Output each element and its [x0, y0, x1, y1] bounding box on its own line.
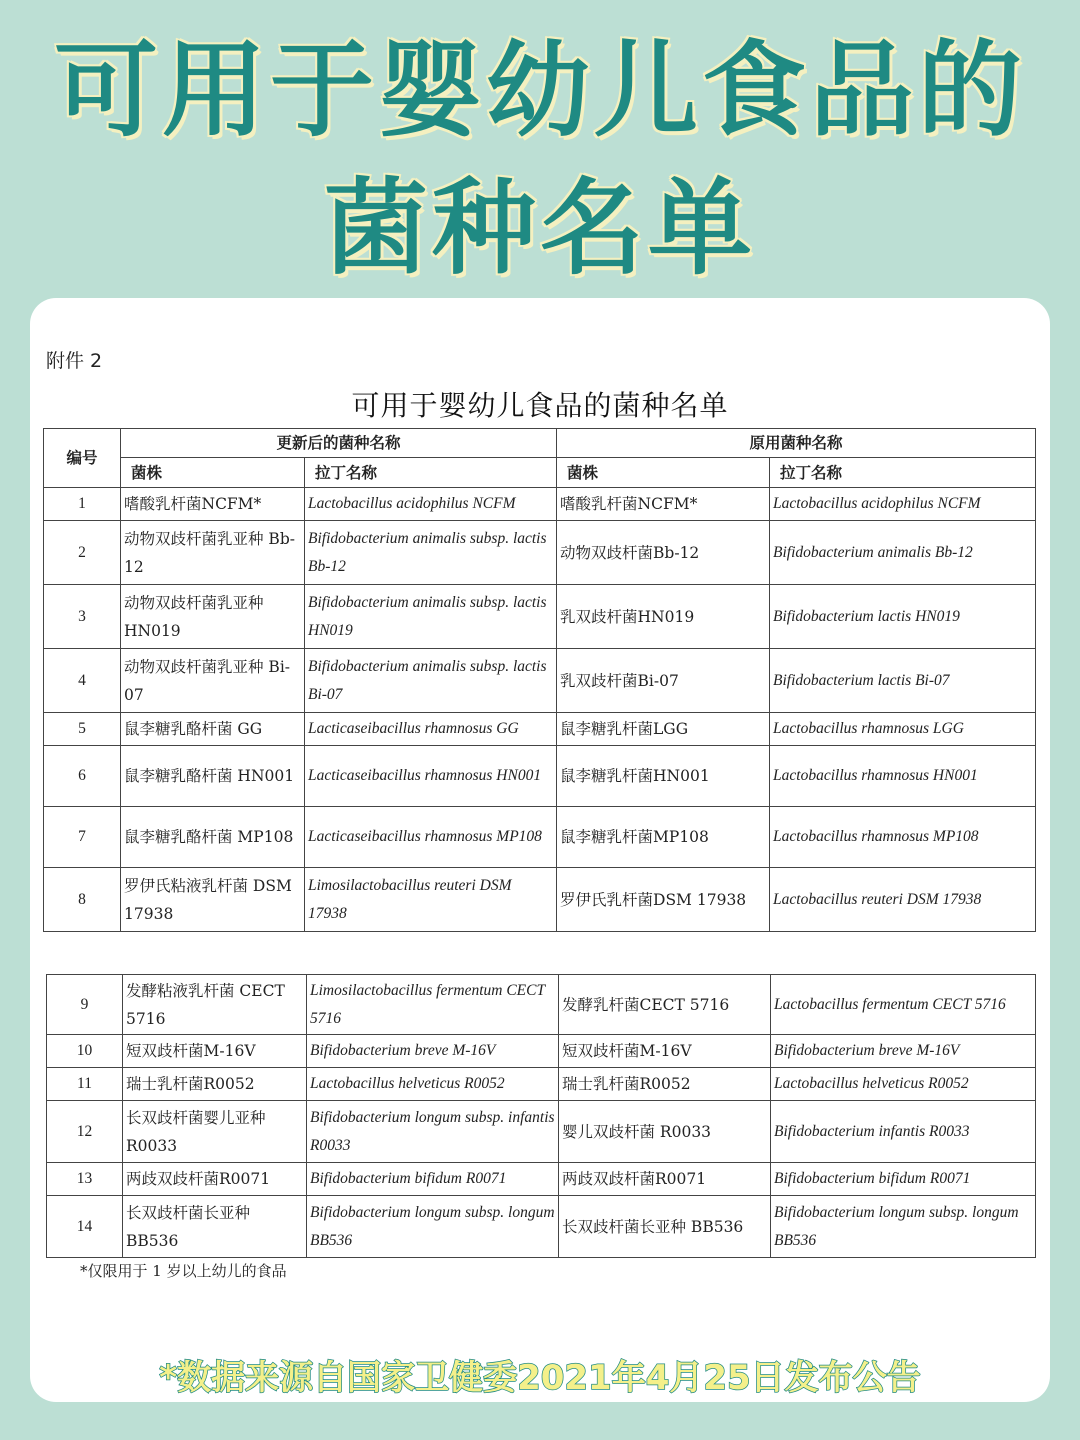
header-updated-group: 更新后的菌种名称 [121, 429, 557, 458]
row-number: 4 [44, 649, 121, 713]
new-latin-name: Bifidobacterium longum subsp. longum BB536 [307, 1196, 559, 1258]
old-latin-name: Bifidobacterium lactis Bi-07 [770, 649, 1036, 713]
strain-table-part-1 [43, 428, 1036, 932]
new-latin-name: Bifidobacterium animalis subsp. lactis Bb-12 [305, 521, 557, 585]
new-latin-name: Lactobacillus acidophilus NCFM [305, 488, 557, 521]
new-strain-name: 罗伊氏粘液乳杆菌 DSM 17938 [121, 868, 305, 932]
old-strain-name: 鼠李糖乳杆菌LGG [557, 713, 770, 746]
table-row [44, 488, 1036, 521]
header-latin-new: 拉丁名称 [305, 458, 557, 488]
row-number: 3 [44, 585, 121, 649]
new-strain-name: 两歧双歧杆菌R0071 [123, 1163, 307, 1196]
new-latin-name: Lacticaseibacillus rhamnosus HN001 [305, 746, 557, 807]
old-latin-name: Bifidobacterium breve M-16V [771, 1035, 1036, 1068]
new-strain-name: 嗜酸乳杆菌NCFM* [121, 488, 305, 521]
old-strain-name: 乳双歧杆菌Bi-07 [557, 649, 770, 713]
table-row [47, 975, 1036, 1035]
row-number: 13 [47, 1163, 123, 1196]
headline-line-1: 可用于婴幼儿食品的 [53, 29, 1026, 151]
new-latin-name: Limosilactobacillus fermentum CECT 5716 [307, 975, 559, 1035]
old-latin-name: Lactobacillus fermentum CECT 5716 [771, 975, 1036, 1035]
old-strain-name: 婴儿双歧杆菌 R0033 [559, 1101, 771, 1163]
table-row [47, 1196, 1036, 1258]
old-latin-name: Lactobacillus rhamnosus MP108 [770, 807, 1036, 868]
new-strain-name: 长双歧杆菌长亚种 BB536 [123, 1196, 307, 1258]
old-strain-name: 鼠李糖乳杆菌MP108 [557, 807, 770, 868]
new-latin-name: Lacticaseibacillus rhamnosus GG [305, 713, 557, 746]
old-strain-name: 动物双歧杆菌Bb-12 [557, 521, 770, 585]
footnote: *仅限用于 1 岁以上幼儿的食品 [80, 1262, 287, 1280]
strain-table-part-2 [46, 974, 1036, 1258]
row-number: 5 [44, 713, 121, 746]
old-latin-name: Lactobacillus rhamnosus HN001 [770, 746, 1036, 807]
document-card [30, 298, 1050, 1402]
attachment-label: 附件 2 [46, 350, 103, 372]
header-number: 编号 [44, 429, 121, 488]
row-number: 11 [47, 1068, 123, 1101]
new-strain-name: 长双歧杆菌婴儿亚种 R0033 [123, 1101, 307, 1163]
source-note: *数据来源自国家卫健委2021年4月25日发布公告 [159, 1358, 921, 1398]
old-latin-name: Lactobacillus acidophilus NCFM [770, 488, 1036, 521]
row-number: 9 [47, 975, 123, 1035]
old-latin-name: Bifidobacterium infantis R0033 [771, 1101, 1036, 1163]
new-strain-name: 动物双歧杆菌乳亚种 Bi-07 [121, 649, 305, 713]
table-row [44, 746, 1036, 807]
old-strain-name: 罗伊氏乳杆菌DSM 17938 [557, 868, 770, 932]
table-row [47, 1101, 1036, 1163]
old-strain-name: 长双歧杆菌长亚种 BB536 [559, 1196, 771, 1258]
table-row [47, 1068, 1036, 1101]
old-strain-name: 两歧双歧杆菌R0071 [559, 1163, 771, 1196]
old-strain-name: 嗜酸乳杆菌NCFM* [557, 488, 770, 521]
row-number: 12 [47, 1101, 123, 1163]
old-strain-name: 短双歧杆菌M-16V [559, 1035, 771, 1068]
header-strain-new: 菌株 [121, 458, 305, 488]
row-number: 8 [44, 868, 121, 932]
new-latin-name: Bifidobacterium animalis subsp. lactis Bi-07 [305, 649, 557, 713]
new-latin-name: Bifidobacterium bifidum R0071 [307, 1163, 559, 1196]
header-latin-old: 拉丁名称 [770, 458, 1036, 488]
old-latin-name: Lactobacillus helveticus R0052 [771, 1068, 1036, 1101]
table-row [44, 807, 1036, 868]
table-row [47, 1035, 1036, 1068]
table-row [47, 1163, 1036, 1196]
header-strain-old: 菌株 [557, 458, 770, 488]
old-strain-name: 鼠李糖乳杆菌HN001 [557, 746, 770, 807]
table-row [44, 713, 1036, 746]
new-strain-name: 瑞士乳杆菌R0052 [123, 1068, 307, 1101]
old-strain-name: 乳双歧杆菌HN019 [557, 585, 770, 649]
new-strain-name: 短双歧杆菌M-16V [123, 1035, 307, 1068]
row-number: 14 [47, 1196, 123, 1258]
table-row [44, 521, 1036, 585]
row-number: 7 [44, 807, 121, 868]
new-latin-name: Limosilactobacillus reuteri DSM 17938 [305, 868, 557, 932]
new-strain-name: 发酵粘液乳杆菌 CECT 5716 [123, 975, 307, 1035]
old-latin-name: Bifidobacterium bifidum R0071 [771, 1163, 1036, 1196]
table-row [44, 649, 1036, 713]
row-number: 2 [44, 521, 121, 585]
old-latin-name: Bifidobacterium lactis HN019 [770, 585, 1036, 649]
document-title: 可用于婴幼儿食品的菌种名单 [351, 389, 729, 422]
old-strain-name: 发酵乳杆菌CECT 5716 [559, 975, 771, 1035]
old-strain-name: 瑞士乳杆菌R0052 [559, 1068, 771, 1101]
new-strain-name: 鼠李糖乳酪杆菌 MP108 [121, 807, 305, 868]
new-strain-name: 动物双歧杆菌乳亚种 Bb-12 [121, 521, 305, 585]
table-row [44, 868, 1036, 932]
new-strain-name: 动物双歧杆菌乳亚种 HN019 [121, 585, 305, 649]
new-latin-name: Bifidobacterium longum subsp. infantis R0033 [307, 1101, 559, 1163]
new-latin-name: Lacticaseibacillus rhamnosus MP108 [305, 807, 557, 868]
old-latin-name: Bifidobacterium longum subsp. longum BB536 [771, 1196, 1036, 1258]
table-row [44, 585, 1036, 649]
new-strain-name: 鼠李糖乳酪杆菌 GG [121, 713, 305, 746]
old-latin-name: Lactobacillus rhamnosus LGG [770, 713, 1036, 746]
old-latin-name: Lactobacillus reuteri DSM 17938 [770, 868, 1036, 932]
old-latin-name: Bifidobacterium animalis Bb-12 [770, 521, 1036, 585]
new-latin-name: Bifidobacterium animalis subsp. lactis HN019 [305, 585, 557, 649]
headline-line-2: 菌种名单 [323, 167, 756, 289]
row-number: 1 [44, 488, 121, 521]
new-latin-name: Lactobacillus helveticus R0052 [307, 1068, 559, 1101]
row-number: 6 [44, 746, 121, 807]
new-latin-name: Bifidobacterium breve M-16V [307, 1035, 559, 1068]
row-number: 10 [47, 1035, 123, 1068]
header-original-group: 原用菌种名称 [557, 429, 1036, 458]
new-strain-name: 鼠李糖乳酪杆菌 HN001 [121, 746, 305, 807]
